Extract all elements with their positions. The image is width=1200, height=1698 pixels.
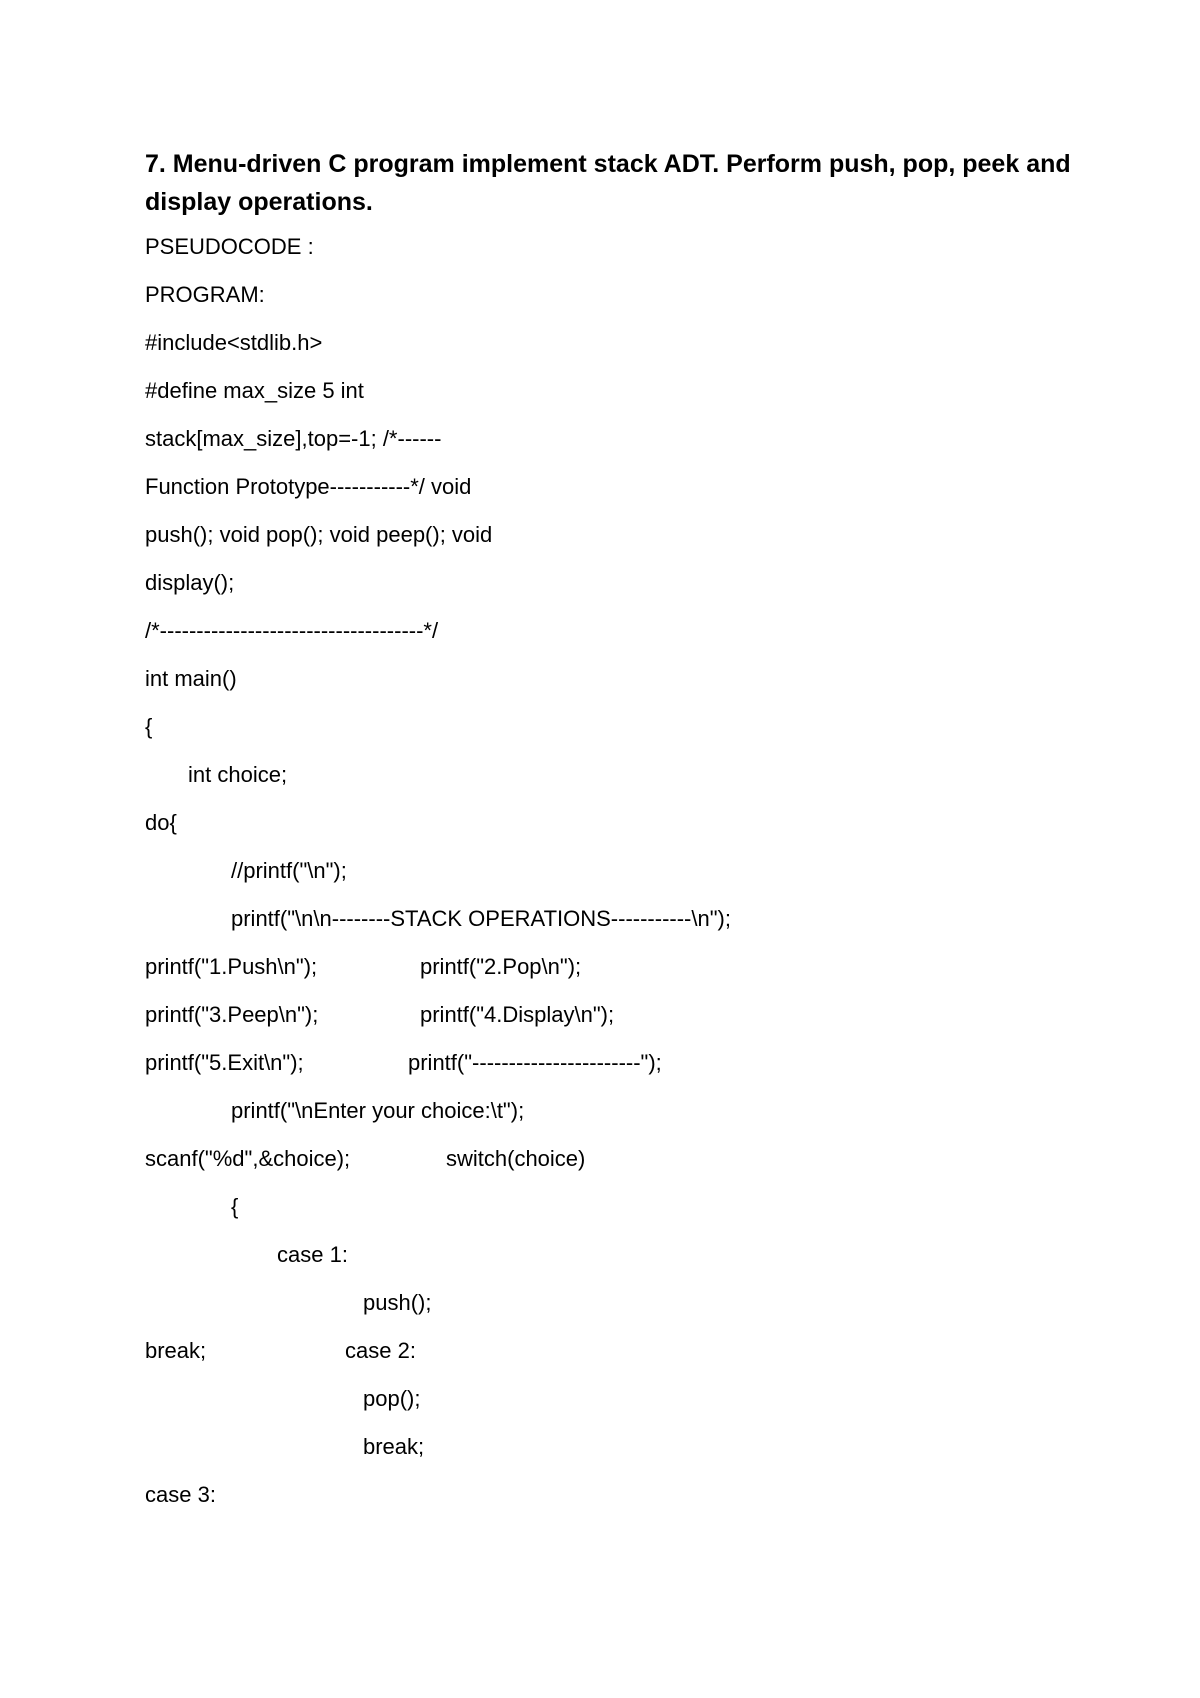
code-line-pop-call: pop(); <box>363 1386 421 1411</box>
question-heading: 7. Menu-driven C program implement stack ADT. Perform push, pop, peek and display operations. <box>145 150 1071 216</box>
code-line-case-3: case 3: <box>145 1482 216 1507</box>
code-line-scanf: scanf("%d",&choice); <box>145 1146 351 1171</box>
code-line-push-call: push(); <box>363 1290 432 1315</box>
code-line-case-2: case 2: <box>345 1338 416 1363</box>
code-line-printf-enter: printf("\nEnter your choice:\t"); <box>231 1098 525 1123</box>
code-line-break-2: break; <box>363 1434 425 1459</box>
code-line-switch: switch(choice) <box>446 1146 586 1171</box>
code-line-stack-decl: stack[max_size],top=-1; /*------ <box>145 426 442 451</box>
code-line-printf-exit: printf("5.Exit\n"); <box>145 1050 304 1075</box>
code-line-int-choice: int choice; <box>188 762 288 787</box>
code-line-printf-pop: printf("2.Pop\n"); <box>420 954 582 979</box>
code-line-do: do{ <box>145 810 177 835</box>
code-line-proto-display: display(); <box>145 570 235 595</box>
code-line-printf-title: printf("\n\n--------STACK OPERATIONS-----------\n"); <box>231 906 731 931</box>
code-line-proto-comment: Function Prototype-----------*/ void <box>145 474 472 499</box>
code-line-prototypes: push(); void pop(); void peep(); void <box>145 522 493 547</box>
code-line-break-1: break; <box>145 1338 207 1363</box>
code-line-printf-display: printf("4.Display\n"); <box>420 1002 615 1027</box>
code-line-printf-dashes: printf("-----------------------"); <box>408 1050 662 1075</box>
code-line-separator-comment: /*------------------------------------*/ <box>145 618 439 643</box>
code-line-main: int main() <box>145 666 237 691</box>
code-line-define: #define max_size 5 int <box>145 378 364 403</box>
code-line-printf-peep: printf("3.Peep\n"); <box>145 1002 319 1027</box>
code-line-switch-brace: { <box>231 1194 239 1219</box>
code-line-open-brace: { <box>145 714 153 739</box>
code-line-include: #include<stdlib.h> <box>145 330 323 355</box>
pseudocode-label: PSEUDOCODE : <box>145 234 314 259</box>
code-line-printf-push: printf("1.Push\n"); <box>145 954 318 979</box>
code-line-case-1: case 1: <box>277 1242 348 1267</box>
program-label: PROGRAM: <box>145 282 265 307</box>
code-line-printf-newline: //printf("\n"); <box>231 858 347 883</box>
